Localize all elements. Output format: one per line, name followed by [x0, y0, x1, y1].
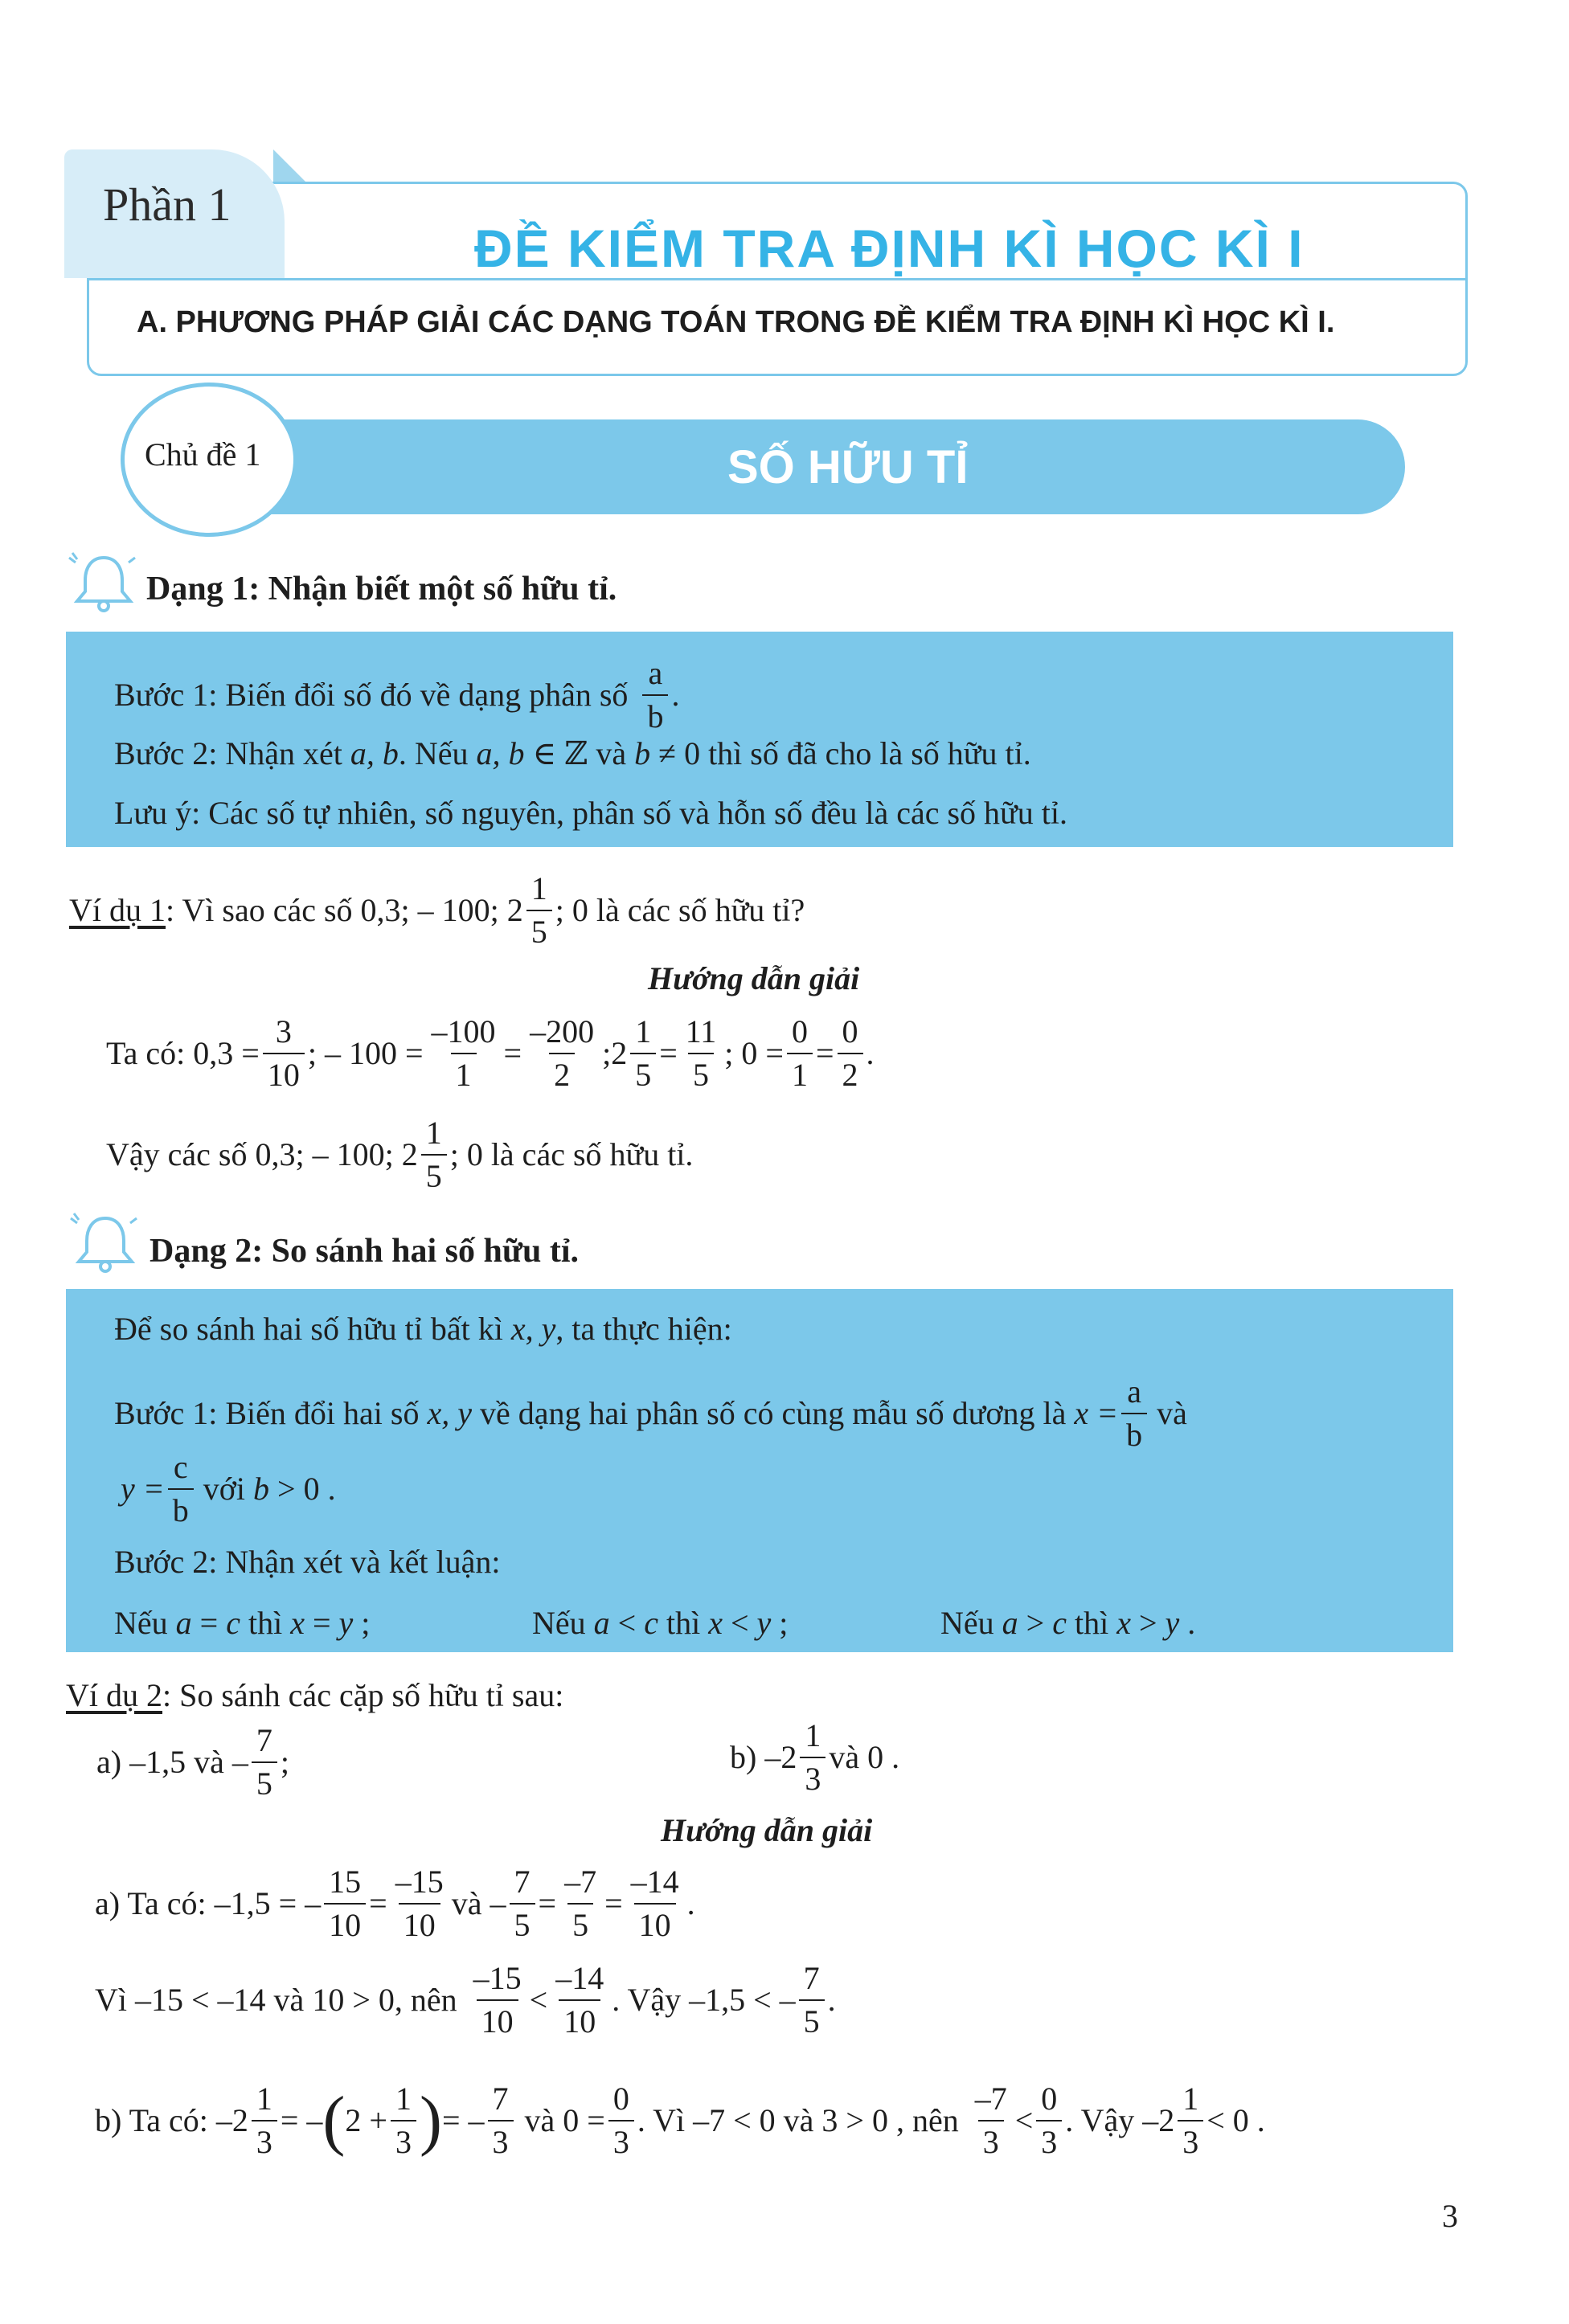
bell-icon-2: [69, 1212, 141, 1284]
solution1-conclusion-a: Vậy các số 0,3; – 100;: [106, 1136, 394, 1172]
mixed-2-1-5: 2 $\frac{1}{5}$: [507, 873, 555, 948]
cond1-if: Nếu: [114, 1605, 168, 1641]
cond2-if: Nếu: [532, 1605, 586, 1641]
cond3-then: thì: [1074, 1605, 1109, 1641]
solution2-vi-suffix: . Vậy –1,5 <: [612, 1982, 772, 2018]
cond1-then: thì: [248, 1605, 283, 1641]
solution1-prefix: Ta có: 0,3 =: [106, 1035, 260, 1071]
header-divider: [87, 278, 1465, 280]
type2-step1-b: về dạng hai phân số có cùng mẫu số dương là: [480, 1395, 1067, 1431]
solution2-vi-prefix: Vì –15 < –14 và 10 > 0, nên: [95, 1982, 457, 2018]
type1-note: Lưu ý: Các số tự nhiên, số nguyên, phân số và hỗn số đều là các số hữu tỉ.: [114, 795, 1067, 831]
example2-a: a) –1,5 và: [96, 1744, 224, 1780]
subtitle: A. PHƯƠNG PHÁP GIẢI CÁC DẠNG TOÁN TRONG ĐỀ KIỂM TRA ĐỊNH KÌ HỌC KÌ I.: [137, 305, 1335, 339]
type2-step2: Bước 2: Nhận xét và kết luận:: [114, 1544, 501, 1580]
type2-step1-d: với: [203, 1471, 246, 1507]
solution2-b-vay: . Vậy: [1065, 2102, 1135, 2138]
solution2-b-end: < 0 .: [1206, 2102, 1265, 2138]
example2-b-suffix: và 0 .: [829, 1739, 900, 1775]
solution2-a-prefix: a) Ta có: –1,5 =: [95, 1885, 297, 1921]
page-number: 3: [1442, 2198, 1458, 2234]
topic-title: SỐ HỮU TỈ: [727, 441, 969, 493]
example1-text-a: : Vì sao các số 0,3; – 100;: [166, 892, 499, 928]
type1-step2-c: và: [596, 735, 627, 771]
type1-step2-a: Bước 2: Nhận xét: [114, 735, 342, 771]
solution2-heading: Hướng dẫn giải: [661, 1812, 873, 1848]
fraction-a-over-b: $\frac{a}{b}$: [642, 657, 668, 733]
solution1-heading: Hướng dẫn giải: [648, 960, 860, 996]
main-title: ĐỀ KIỂM TRA ĐỊNH KÌ HỌC KÌ I: [474, 219, 1305, 278]
type1-step2-b: . Nếu: [398, 735, 469, 771]
type1-step1: Bước 1: Biến đổi số đó về dạng phân số: [114, 677, 629, 713]
solution2-b-mid: . Vì –7 < 0 và 3 > 0 , nên: [637, 2102, 959, 2138]
part-tab-corner: [273, 149, 305, 182]
type2-step1-c: và: [1157, 1395, 1187, 1431]
cond2-then: thì: [666, 1605, 701, 1641]
example2-b: b): [730, 1739, 757, 1775]
example1-text-b: ; 0 là các số hữu tỉ?: [555, 892, 805, 928]
topic-label: Chủ đề 1: [145, 436, 261, 473]
type1-heading: Dạng 1: Nhận biết một số hữu tỉ.: [146, 571, 617, 608]
solution2-b-prefix: b) Ta có:: [95, 2102, 208, 2138]
bell-icon: [68, 551, 140, 624]
solution1-conclusion-b: ; 0 là các số hữu tỉ.: [449, 1136, 694, 1172]
example1-label: Ví dụ 1: [69, 892, 166, 928]
type2-intro-a: Để so sánh hai số hữu tỉ bất kì: [114, 1311, 503, 1347]
example2-text: : So sánh các cặp số hữu tỉ sau:: [162, 1677, 564, 1713]
type1-step2-d: thì số đã cho là số hữu tỉ.: [708, 735, 1031, 771]
part-label: Phần 1: [103, 178, 231, 231]
cond3-if: Nếu: [940, 1605, 994, 1641]
type2-heading: Dạng 2: So sánh hai số hữu tỉ.: [150, 1233, 580, 1270]
solution2-a-and: và: [451, 1885, 482, 1921]
example2-label: Ví dụ 2: [66, 1677, 162, 1713]
type2-step1-a: Bước 1: Biến đổi hai số: [114, 1395, 420, 1431]
type2-intro-b: , ta thực hiện:: [555, 1311, 732, 1347]
